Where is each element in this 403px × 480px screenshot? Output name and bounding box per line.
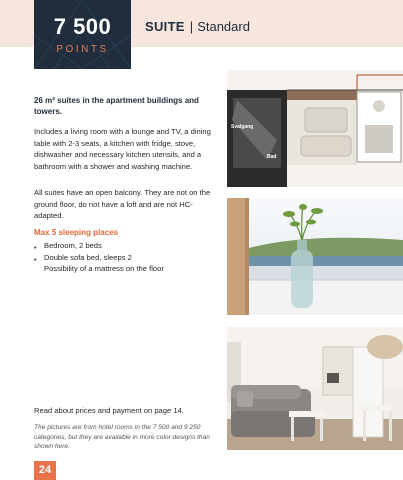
read-more-link[interactable]: Read about prices and payment on page 14. — [34, 406, 184, 415]
floorplan-label-bath: Bad — [267, 154, 277, 160]
page-title — [145, 19, 250, 34]
points-badge — [34, 0, 131, 69]
balcony-paragraph: All suites have an open balcony. They are not on the ground floor, do not have a loft and are not HC-adapted. — [34, 188, 211, 220]
sleeping-list — [34, 240, 164, 275]
section-heading: 26 m² suites in the apartment buildings and towers. — [34, 96, 199, 116]
points-value: 7 500 — [53, 14, 112, 39]
list-item-text: Possibility of a mattress on the floor — [44, 264, 164, 273]
floorplan-image — [227, 70, 403, 187]
bullet-icon: • — [34, 245, 37, 252]
list-item-text: Double sofa bed, sleeps 2 — [44, 252, 132, 262]
living-room-photo — [227, 327, 403, 450]
list-item-text: Bedroom, 2 beds — [44, 241, 102, 250]
photo-note: The pictures are from hotel rooms in the 7 500 and 9 250 categories, but they are available in more color designs than shown here. — [34, 424, 210, 450]
points-label: POINTS — [56, 44, 109, 55]
list-item — [34, 252, 164, 264]
list-item — [34, 263, 164, 275]
description-paragraph: Includes a living room with a lounge and TV, a dining table with 2-3 seats, a kitchen with fridge, stove, dishwasher and necessary kitchen utensils, and a bathroom with a shower and washing machine. — [34, 127, 211, 171]
category-label: SUITE — [145, 19, 185, 34]
page-number: 24 — [34, 461, 56, 480]
sleeping-title: Max 5 sleeping places — [34, 228, 119, 237]
balcony-photo — [227, 198, 403, 315]
title-separator: | — [189, 19, 194, 34]
floorplan-label-balcony: Svalgang — [231, 124, 254, 130]
bullet-icon: • — [34, 256, 37, 264]
level-label: Standard — [197, 19, 250, 34]
list-item — [34, 240, 164, 252]
